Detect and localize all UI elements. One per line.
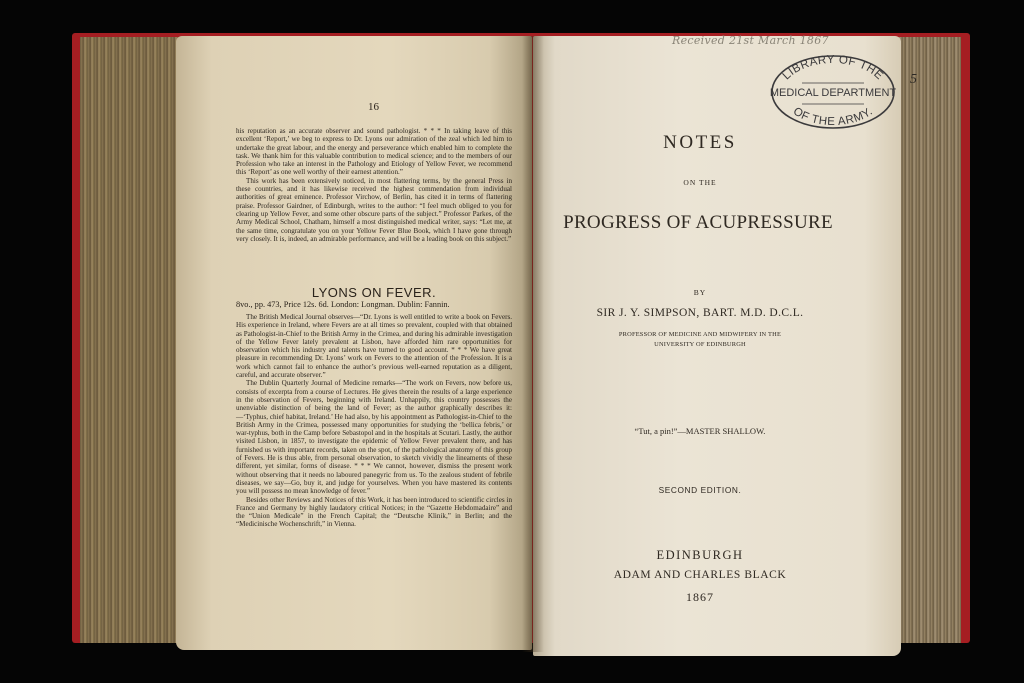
review-paragraph: Besides other Reviews and Notices of this Work, it has been introduced to scientific circles in France and Germany by highly laudatory critical Notices; in the “Gazette Hebdomadaire” and the “Union Medicale” in the French Capital; the “Deutsche Klinik,” in Berlin; and the “Medicinische Wochenschrift,” in Vienna. — [236, 495, 512, 529]
review-paragraph: The Dublin Quarterly Journal of Medicine remarks—“The work on Fevers, now before us, consists of excerpta from a course of Lectures. He gives therein the results of a large experience in the observation of Fevers, beginning with Ireland. Unhappily, this country possesses the unenviable distinction of being the land of Fever; as the author graphically describes it:—‘Typhus, chief habitat, Ireland.’ He had also, by his appointment as Pathologist-in-Chief to the British Army in the Crimea, possessed many opportunities for studying the ‘bellica febris,’ or war-typhus, both in the Camp before Sebastopol and in the hospitals at Scutari. Lastly, the author visited Lisbon, in 1857, to investigate the epidemic of Yellow Fever prevalent there, and has furnished us with important records, taken on the spot, of the pathological anatomy of this group of Fevers. He is thus able, from personal observation, to sketch vividly the lineaments of these different, yet similar, forms of disease. * * * We cannot, however, dismiss the present work without observing that it needs no laboured panegyric from us. To the zealous student of febrile diseases, we say—Go, buy it, and judge for yourselves. When you have mastered its contents you will possess no mean knowledge of fever.” — [236, 379, 512, 496]
title-on-the: ON THE — [683, 178, 717, 187]
page-edges-left — [80, 37, 188, 643]
title-main: PROGRESS OF ACUPRESSURE — [563, 212, 833, 233]
publisher-name: ADAM AND CHARLES BLACK — [613, 569, 787, 581]
library-stamp — [768, 53, 898, 131]
svg-text:OF THE ARMY. — [791, 105, 875, 128]
review-paragraph: The British Medical Journal observes—“Dr. Lyons is well entitled to write a book on Fevers. His experience in Ireland, where Fevers are at all times so prevalent, coupled with that obtained as Pathologist-in-Chief to the British Army in the Crimea, and during his admirable investigation of the Yellow Fever lately prevalent at Lisbon, have afforded him rare opportunities for observation which his industry and talents have turned to good account. * * * We have great pleasure in recommending Dr. Lyons’ work on Fevers to the attention of the Profession. It is a work which cannot fail to enhance the author’s previous well-earned reputation as a diligent, careful, and accurate observer.” — [236, 313, 512, 380]
page-edges-right — [895, 37, 961, 643]
review-paragraph: This work has been extensively noticed, in most flattering terms, by the general Press in these countries, and it has likewise received the highest commendation from individual authorities of great eminence. Professor Virchow, of Berlin, has cited it in terms of flattering praise. Professor Gairdner, of Edinburgh, writes to the author: “I feel much obliged to you for clearing up Yellow Fever, and some other obscure parts of the subject.” Professor Parkes, of the Army Medical School, Chatham, himself a most distinguished medical writer, says: “Let me, at the same time, congratulate you on your Yellow Fever Blue Book, which I have gone through very closely. It is, indeed, an admirable performance, and will be a leading book on this subject.” — [236, 176, 512, 243]
epigraph: “Tut, a pin!”—MASTER SHALLOW. — [634, 426, 766, 436]
publication-year: 1867 — [686, 590, 714, 604]
book-gutter — [522, 36, 544, 652]
author-role-2: UNIVERSITY OF EDINBURGH — [654, 341, 746, 348]
lyons-heading: LYONS ON FEVER. — [311, 285, 437, 300]
lyons-subheading: 8vo., pp. 473, Price 12s. 6d. London: Longman. Dublin: Fannin. — [236, 300, 450, 309]
stamp-top-text: LIBRARY OF THE — [780, 53, 886, 83]
title-notes: NOTES — [663, 132, 737, 153]
pencil-mark: 5 — [910, 72, 917, 87]
review-paragraph: his reputation as an accurate observer and sound pathologist. * * * In taking leave of this excellent ‘Report,’ we beg to express to Dr. Lyons our admiration of the zeal which led him to undertake the great labour, and the energy and perseverance which enabled him to complete the task. We thank him for this valuable contribution to medical science; and to the members of our Profession who take an interest in the Pathology and Etiology of Yellow Fever, we recommend this ‘Report’ as one well worthy of their earnest attention.” — [236, 127, 512, 177]
author-name: SIR J. Y. SIMPSON, BART. M.D. D.C.L. — [596, 307, 804, 319]
stamp-bottom-text: OF THE ARMY. — [790, 105, 876, 129]
by-line: BY — [693, 288, 707, 297]
svg-text:LIBRARY OF THE — [781, 54, 886, 82]
author-role-1: PROFESSOR OF MEDICINE AND MIDWIFERY IN THE — [618, 331, 782, 338]
page-number: 16 — [368, 101, 379, 113]
edition: SECOND EDITION. — [658, 485, 742, 495]
review-top — [236, 127, 512, 243]
handwritten-note: Received 21st March 1867 — [672, 34, 829, 47]
review-bottom — [236, 313, 512, 529]
stamp-middle-text: MEDICAL DEPARTMENT — [769, 87, 897, 99]
publisher-city: EDINBURGH — [656, 548, 744, 562]
